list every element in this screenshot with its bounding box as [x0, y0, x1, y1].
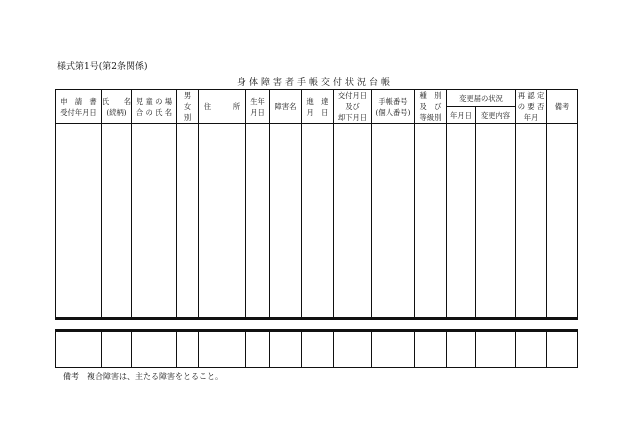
header-category-grade: 種 別 及 び 等級別	[419, 91, 442, 122]
lower-column-line	[414, 330, 415, 368]
header-disability-name: 障害名	[274, 102, 297, 111]
document-title: 身体障害者手帳交付状況台帳	[236, 78, 393, 88]
column-line	[414, 89, 415, 318]
column-line	[245, 89, 246, 318]
column-line	[198, 89, 199, 318]
column-line	[546, 89, 547, 318]
header-handbook-number: 手帳番号 (個人番号)	[375, 96, 411, 117]
lower-column-line	[446, 330, 447, 368]
lower-column-line	[371, 330, 372, 368]
header-change-date: 年月日	[450, 110, 472, 120]
lower-column-line	[333, 330, 334, 368]
column-line-right	[577, 89, 578, 318]
header-notice-date: 進 達 月 日	[306, 96, 329, 117]
lower-column-line	[198, 330, 199, 368]
header-change-content: 変更内容	[480, 110, 511, 120]
lower-column-line	[515, 330, 516, 368]
header-recertification: 再 認 定 の 要 否 年月	[517, 91, 545, 122]
ledger-table	[55, 89, 578, 368]
header-bottom-border	[55, 123, 578, 124]
header-child-name: 児 童 の 場 合 の 氏 名	[135, 96, 173, 117]
lower-column-line	[577, 330, 578, 368]
column-line	[101, 89, 102, 318]
header-gender: 男 女 別	[183, 91, 192, 122]
header-address: 住 所	[203, 102, 241, 111]
footnote: 備考 複合障害は、主たる障害をとること。	[63, 372, 223, 381]
column-line	[333, 89, 334, 318]
form-number: 様式第1号(第2条関係)	[57, 62, 148, 72]
section-separator-top	[55, 317, 578, 320]
column-line	[269, 89, 270, 318]
lower-column-line	[269, 330, 270, 368]
column-line	[475, 106, 476, 318]
header-name: 氏 名 (続柄)	[101, 96, 132, 117]
header-remarks: 備考	[554, 102, 570, 111]
column-line	[131, 89, 132, 318]
lower-column-line	[101, 330, 102, 368]
lower-column-line	[301, 330, 302, 368]
lower-column-line	[176, 330, 177, 368]
lower-column-line	[546, 330, 547, 368]
column-line	[176, 89, 177, 318]
column-line	[446, 89, 447, 318]
column-line-left	[55, 89, 56, 318]
section-separator-bottom	[55, 329, 578, 332]
lower-column-line	[131, 330, 132, 368]
table-bottom-border	[55, 367, 578, 368]
lower-column-line	[475, 330, 476, 368]
column-line	[515, 89, 516, 318]
header-birthdate: 生年 月日	[250, 96, 265, 117]
lower-column-line	[55, 330, 56, 368]
header-application-date: 申 請 書 受付年月日	[60, 96, 97, 117]
column-line	[371, 89, 372, 318]
lower-column-line	[245, 330, 246, 368]
header-issue-date: 交付月日 及び 却下月日	[337, 91, 368, 122]
column-line	[301, 89, 302, 318]
header-change-status: 変更届の状況	[459, 93, 503, 103]
